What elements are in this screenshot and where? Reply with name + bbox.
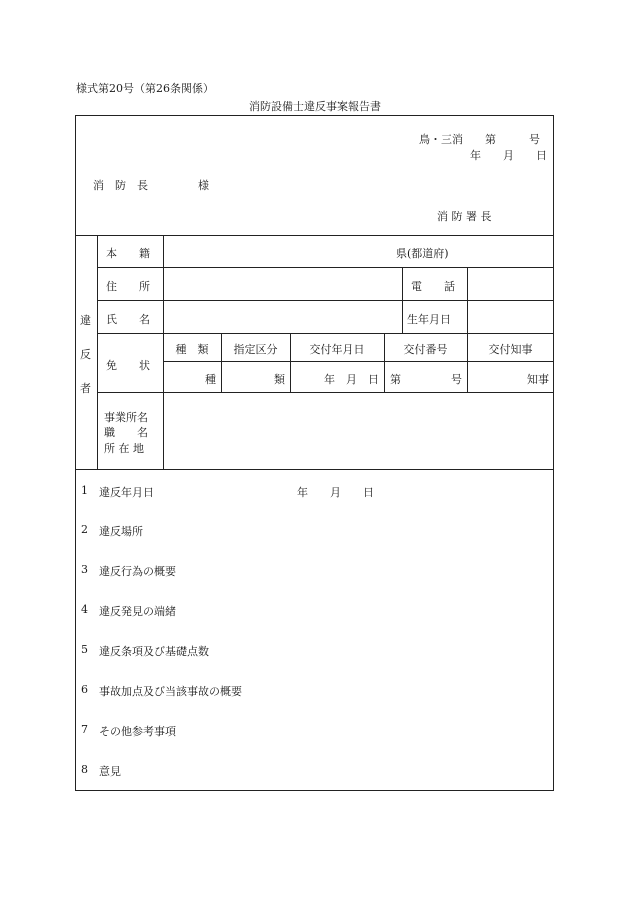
item-4-label: 違反発見の端緒	[99, 605, 176, 618]
item-8-num: 8	[81, 763, 88, 776]
item-7-label: その他参考事項	[99, 725, 176, 738]
item-5-num: 5	[81, 643, 88, 656]
violator-label-2: 反	[80, 348, 91, 361]
col-divider	[402, 267, 403, 333]
license-kubun-unit: 類	[274, 373, 285, 386]
col-divider	[467, 267, 468, 333]
item-5-label: 違反条項及び基礎点数	[99, 645, 209, 658]
item-4-num: 4	[81, 603, 88, 616]
doc-date: 年 月 日	[470, 149, 547, 162]
menjo-label: 免 状	[106, 359, 150, 372]
item-1-date: 年 月 日	[297, 486, 374, 499]
row-divider	[97, 333, 554, 334]
license-header-shurui: 種 類	[175, 343, 209, 356]
col-divider	[97, 235, 98, 469]
honseki-value: 県(都道府)	[396, 247, 449, 260]
form-number: 様式第20号（第26条関係）	[76, 82, 214, 95]
item-1-num: 1	[81, 484, 88, 497]
license-number-prefix: 第	[390, 373, 401, 386]
item-2-label: 違反場所	[99, 525, 143, 538]
addressee-suffix: 様	[198, 179, 209, 192]
license-governor-unit: 知事	[527, 373, 549, 386]
item-2-num: 2	[81, 523, 88, 536]
violator-label-1: 違	[80, 314, 91, 327]
license-date-units: 年 月 日	[324, 373, 379, 386]
license-header-governor: 交付知事	[488, 343, 533, 356]
item-3-num: 3	[81, 563, 88, 576]
shimei-label: 氏 名	[106, 313, 150, 326]
row-divider	[97, 300, 554, 301]
violator-label-3: 者	[80, 382, 91, 395]
office-name-label: 事業所名	[104, 411, 148, 424]
item-3-label: 違反行為の概要	[99, 565, 176, 578]
form-title: 消防設備士違反事案報告書	[249, 100, 381, 113]
row-divider	[97, 267, 554, 268]
jusho-label: 住 所	[106, 280, 150, 293]
license-header-kubun: 指定区分	[233, 343, 278, 356]
item-1-label: 違反年月日	[99, 486, 154, 499]
row-divider	[97, 392, 554, 393]
license-header-date: 交付年月日	[309, 343, 365, 356]
job-title-label: 職 名	[104, 426, 148, 439]
item-8-label: 意見	[99, 765, 121, 778]
violator-divider	[75, 469, 554, 470]
sender: 消 防 署 長	[437, 210, 492, 223]
license-header-number: 交付番号	[403, 343, 448, 356]
birth-label: 生年月日	[407, 313, 451, 326]
denwa-label: 電 話	[411, 280, 455, 293]
addressee-title: 消 防 長	[93, 179, 148, 192]
office-address-label: 所 在 地	[104, 442, 144, 455]
honseki-label: 本 籍	[106, 247, 150, 260]
item-6-num: 6	[81, 683, 88, 696]
header-divider	[75, 235, 554, 236]
item-6-label: 事故加点及び当該事故の概要	[99, 685, 242, 698]
license-number-suffix: 号	[451, 373, 462, 386]
item-7-num: 7	[81, 723, 88, 736]
license-shurui-unit: 種	[205, 373, 216, 386]
doc-number: 鳥・三消 第 号	[419, 133, 540, 146]
